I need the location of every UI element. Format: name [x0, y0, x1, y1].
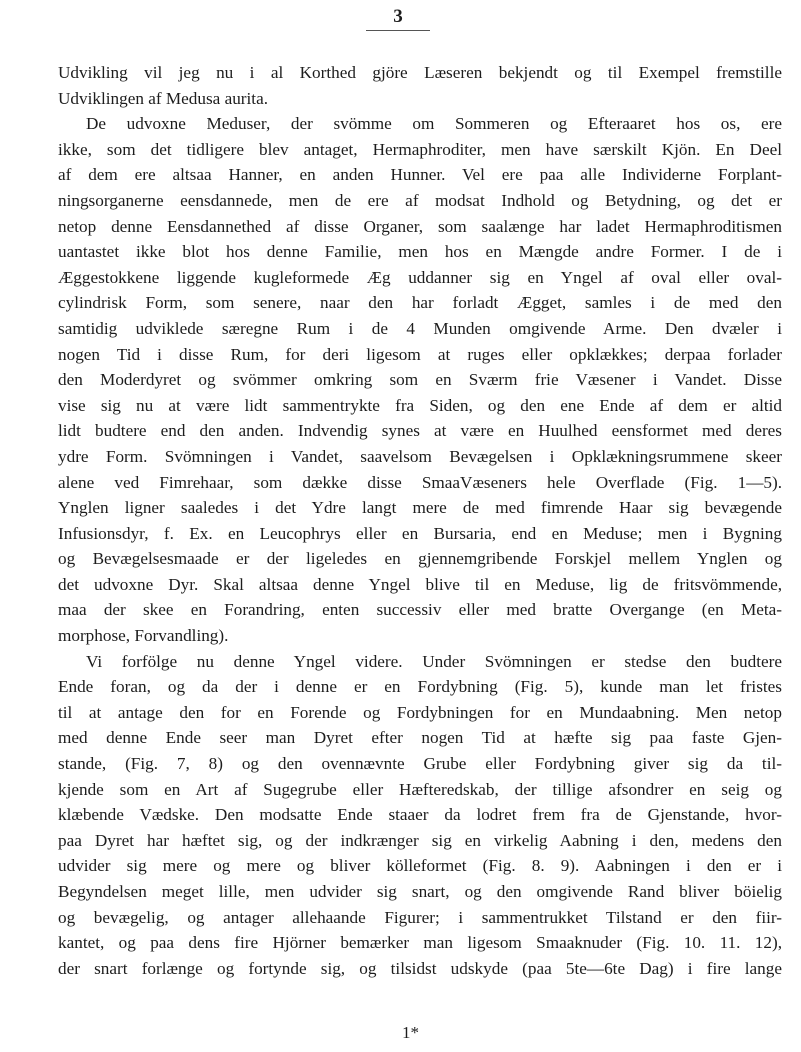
text-line: paa Dyret har hæftet sig, og der indkrænger sig en virkelig Aabning i den, medens den: [58, 830, 782, 850]
text-line: ydre Form. Svömningen i Vandet, saavelsom Bevægelsen i Opklækningsrummene skeer: [58, 446, 782, 466]
text-line: det udvoxne Dyr. Skal altsaa denne Yngel blive til en Meduse, lig de fritsvömmende,: [58, 574, 782, 594]
body-text: [58, 60, 782, 981]
text-line: stande, (Fig. 7, 8) og den ovennævnte Grube eller Fordybning giver sig da til-: [58, 754, 782, 774]
text-line: Vi forfölge nu denne Yngel videre. Under Svömningen er stedse den budtere: [86, 651, 782, 671]
text-line: alene ved Fimrehaar, som dække disse SmaaVæseners hele Overflade (Fig. 1—5).: [58, 472, 782, 492]
text-line: Begyndelsen meget lille, men udvider sig snart, og den omgivende Rand bliver böielig: [58, 882, 782, 901]
text-line: og Bevægelsesmaade er der ligeledes en gjennemgribende Forskjel mellem Ynglen og: [58, 549, 782, 569]
signature-mark: 1*: [402, 1023, 419, 1042]
text-line: den Moderdyret og svömmer omkring som en Sværm frie Væsener i Vandet. Disse: [58, 370, 782, 390]
text-line: De udvoxne Meduser, der svömme om Sommeren og Efteraaret hos os, ere: [86, 114, 782, 134]
text-line: og bevægelig, og antager allehaande Figurer; i sammentrukket Tilstand er den fiir-: [58, 907, 782, 927]
text-line: ikke, som det tidligere blev antaget, Hermaphroditer, men have særskilt Kjön. En Deel: [58, 139, 782, 159]
text-line: nogen Tid i disse Rum, for deri ligesom at ruges eller opklækkes; derpaa forlader: [58, 344, 782, 364]
text-line: Infusionsdyr, f. Ex. en Leucophrys eller en Bursaria, end en Meduse; men i Bygning: [58, 523, 782, 543]
text-line: Udviklingen af Medusa aurita.: [58, 88, 269, 108]
text-line: der snart forlænge og fortynde sig, og tilsidst udskyde (paa 5te—6te Dag) i fire lange: [58, 958, 782, 978]
text-line: til at antage den for en Forende og Fordybningen for en Mundaabning. Men netop: [58, 702, 782, 722]
text-line: cylindrisk Form, som senere, naar den har forladt Ægget, samles i de med den: [58, 293, 782, 313]
text-line: udvider sig mere og mere og bliver kölleformet (Fig. 8. 9). Aabningen i den er i: [58, 856, 782, 876]
text-line: samtidig udviklede særegne Rum i de 4 Munden omgivende Arme. Den dvæler i: [58, 318, 782, 338]
text-line: med denne Ende seer man Dyret efter nogen Tid at hæfte sig paa faste Gjen-: [58, 728, 782, 748]
text-line: uantastet ikke blot hos denne Familie, men hos en Mængde andre Former. I de i: [58, 242, 782, 262]
text-line: lidt budtere end den anden. Indvendig synes at være en Huulhed eensformet med deres: [58, 421, 782, 441]
page-number: 3: [366, 4, 430, 31]
text-line: Ynglen ligner saaledes i det Ydre langt mere de med fimrende Haar sig bevægende: [58, 498, 782, 518]
text-line: Ende foran, og da der i denne er en Fordybning (Fig. 5), kunde man let fristes: [58, 677, 782, 697]
text-line: klæbende Vædske. Den modsatte Ende staaer da lodret frem fra de Gjenstande, hvor-: [58, 805, 782, 825]
text-line: Æggestokkene liggende kugleformede Æg uddanner sig en Yngel af oval eller oval-: [58, 267, 782, 287]
text-line: af dem ere altsaa Hanner, en anden Hunner. Vel ere paa alle Individerne Forplant-: [58, 165, 782, 185]
text-line: netop denne Eensdannethed af disse Organer, som saalænge har ladet Hermaphroditismen: [58, 216, 782, 236]
text-line: kantet, og paa dens fire Hjörner bemærker man ligesom Smaaknuder (Fig. 10. 11. 12),: [58, 933, 782, 953]
text-line: Udvikling vil jeg nu i al Korthed gjöre Læseren bekjendt og til Exempel fremstille: [58, 63, 782, 82]
text-line: ningsorganerne eensdannede, men de ere af modsat Indhold og Betydning, og det er: [58, 190, 782, 210]
text-line: vise sig nu at være lidt sammentrykte fra Siden, og den ene Ende af dem er altid: [58, 395, 782, 415]
text-line: morphose, Forvandling).: [58, 626, 229, 646]
text-line: maa der skee en Forandring, enten successiv eller med bratte Overgange (en Meta-: [58, 600, 782, 620]
text-line: kjende som en Art af Sugegrube eller Hæfteredskab, der tillige afsondrer en seig og: [58, 779, 782, 799]
